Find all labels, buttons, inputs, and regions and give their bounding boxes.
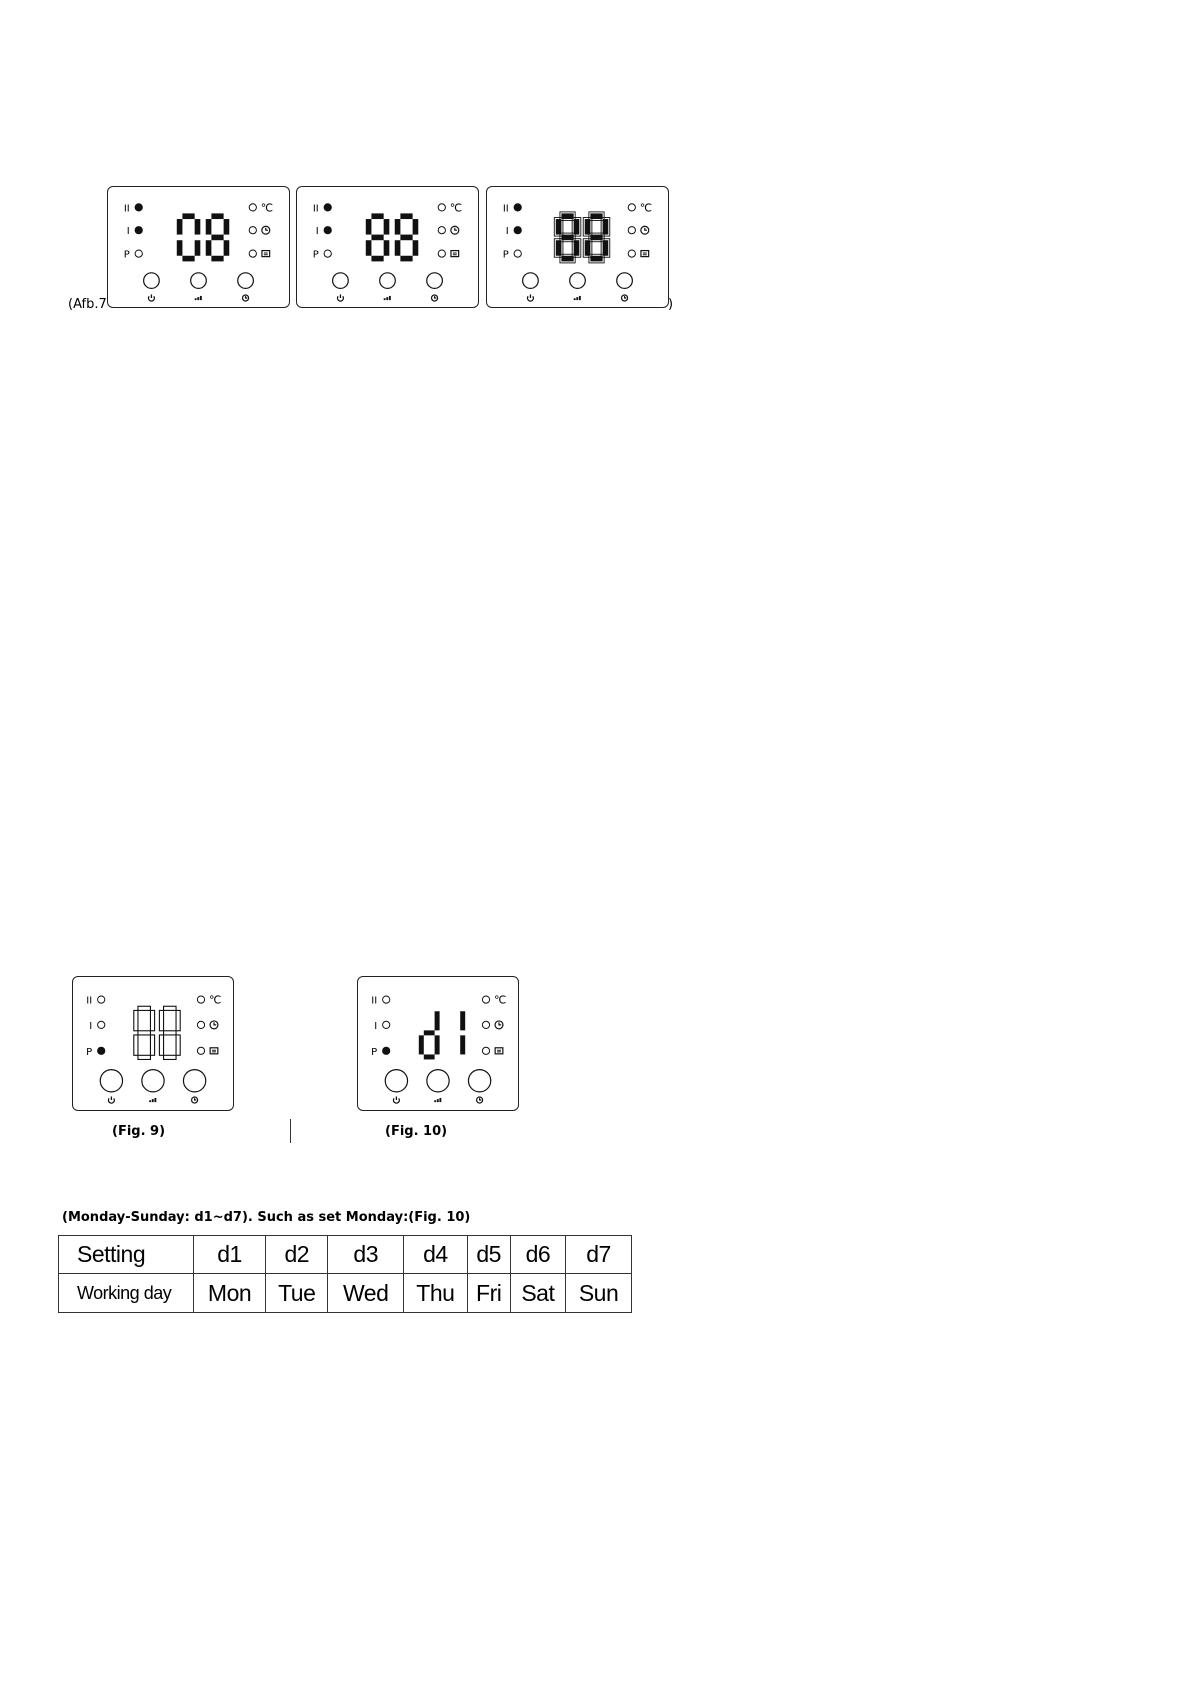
power-icon [338, 294, 344, 301]
panel-button-power [385, 1070, 407, 1092]
indicator-led-level2 [383, 996, 390, 1003]
indicator-led-clock-icon [438, 227, 445, 234]
panel-button-clock [183, 1070, 205, 1092]
indicator-led-level2 [324, 204, 331, 211]
calendar-icon [641, 251, 649, 257]
indicator-led-level2 [514, 204, 521, 211]
power-icon [108, 1096, 114, 1103]
seven-segment-digit [206, 213, 230, 261]
signal-bars-icon [195, 296, 202, 300]
day-setting-note: (Monday-Sunday: d1~d7). Such as set Monday:(Fig. 10) [62, 1210, 471, 1225]
indicator-led-calendar-icon [249, 250, 256, 257]
clock-icon [210, 1021, 218, 1029]
clock-icon [243, 295, 249, 301]
panel-button-signal-bars [142, 1070, 164, 1092]
indicator-led-celsius-unit [438, 204, 445, 211]
indicator-led-calendar-icon [197, 1047, 204, 1054]
indicator-led-program [135, 250, 142, 257]
calendar-icon [262, 251, 270, 257]
indicator-led-celsius-unit [628, 204, 635, 211]
calendar-icon [210, 1048, 218, 1054]
indicator-led-clock-icon [249, 227, 256, 234]
setting-cell-d7: d7 [566, 1236, 632, 1274]
seven-segment-digit [583, 212, 610, 263]
seven-segment-digit [419, 1011, 440, 1059]
panel-button-clock [238, 273, 254, 289]
celsius-icon: ℃ [209, 993, 222, 1007]
panel-button-signal-bars [191, 273, 207, 289]
indicator-led-level1 [135, 227, 142, 234]
indicator-label-level2: II [123, 203, 130, 215]
day-cell-fri: Fri [467, 1274, 510, 1313]
clock-icon [451, 226, 459, 234]
indicator-led-calendar-icon [482, 1047, 489, 1054]
seven-segment-digit [366, 213, 390, 261]
calendar-icon [495, 1048, 503, 1054]
fig10-panel [357, 976, 519, 1111]
celsius-icon: ℃ [260, 201, 274, 215]
panel-button-power [100, 1070, 122, 1092]
working-day-table [58, 1235, 632, 1313]
indicator-led-calendar-icon [628, 250, 635, 257]
panel-button-signal-bars [380, 273, 396, 289]
signal-bars-icon [149, 1098, 156, 1102]
panel-button-signal-bars [570, 273, 586, 289]
indicator-label-program: P [123, 249, 130, 261]
clock-icon [641, 226, 649, 234]
day-cell-tue: Tue [266, 1274, 328, 1313]
seven-segment-digit [395, 213, 419, 261]
indicator-label-program: P [371, 1046, 378, 1058]
afb7-caption-close: ) [668, 297, 674, 312]
celsius-icon: ℃ [494, 993, 507, 1007]
indicator-led-level1 [514, 227, 521, 234]
celsius-icon: ℃ [449, 201, 463, 215]
clock-icon [262, 226, 270, 234]
indicator-label-level2: II [502, 203, 509, 215]
afb7-panel-2 [296, 186, 479, 308]
indicator-label-level1: I [315, 226, 319, 238]
indicator-label-level1: I [126, 226, 130, 238]
afb7-caption-open: (Afb.7 [68, 297, 107, 312]
indicator-led-level1 [324, 227, 331, 234]
day-cell-thu: Thu [404, 1274, 468, 1313]
calendar-icon [451, 251, 459, 257]
indicator-led-clock-icon [197, 1021, 204, 1028]
row-header-setting: Setting [59, 1236, 194, 1274]
setting-cell-d2: d2 [266, 1236, 328, 1274]
day-cell-wed: Wed [328, 1274, 404, 1313]
seven-segment-digit [177, 213, 201, 261]
clock-icon [477, 1097, 483, 1103]
indicator-label-level2: II [371, 995, 378, 1007]
seven-segment-digit [134, 1006, 155, 1059]
power-icon [149, 294, 155, 301]
fig9-caption: (Fig. 9) [112, 1124, 166, 1139]
indicator-led-level2 [98, 996, 105, 1003]
power-icon [393, 1096, 399, 1103]
panel-button-power [144, 273, 160, 289]
indicator-led-celsius-unit [482, 996, 489, 1003]
setting-cell-d4: d4 [404, 1236, 468, 1274]
indicator-led-clock-icon [482, 1021, 489, 1028]
indicator-led-calendar-icon [438, 250, 445, 257]
indicator-led-level1 [98, 1021, 105, 1028]
clock-icon [192, 1097, 198, 1103]
indicator-led-program [98, 1047, 105, 1054]
indicator-led-level2 [135, 204, 142, 211]
day-cell-mon: Mon [194, 1274, 266, 1313]
panel-button-power [523, 273, 539, 289]
day-cell-sat: Sat [510, 1274, 565, 1313]
setting-cell-d1: d1 [194, 1236, 266, 1274]
seven-segment-digit [554, 212, 581, 263]
panel-button-signal-bars [427, 1070, 449, 1092]
seven-segment-digit [460, 1011, 465, 1054]
indicator-label-level2: II [312, 203, 319, 215]
signal-bars-icon [574, 296, 581, 300]
indicator-led-celsius-unit [249, 204, 256, 211]
indicator-led-clock-icon [628, 227, 635, 234]
setting-cell-d3: d3 [328, 1236, 404, 1274]
power-icon [528, 294, 534, 301]
indicator-label-level2: II [86, 995, 93, 1007]
indicator-led-program [324, 250, 331, 257]
setting-cell-d5: d5 [467, 1236, 510, 1274]
indicator-label-program: P [86, 1046, 93, 1058]
day-cell-sun: Sun [566, 1274, 632, 1313]
indicator-led-celsius-unit [197, 996, 204, 1003]
indicator-label-level1: I [505, 226, 509, 238]
clock-icon [495, 1021, 503, 1029]
row-header-working-day: Working day [59, 1274, 194, 1313]
indicator-led-level1 [383, 1021, 390, 1028]
table-row-working-day [59, 1274, 632, 1313]
indicator-label-level1: I [89, 1020, 93, 1032]
indicator-label-level1: I [374, 1020, 378, 1032]
panel-button-power [333, 273, 349, 289]
panel-button-clock [468, 1070, 490, 1092]
panel-button-clock [427, 273, 443, 289]
seven-segment-digit [159, 1006, 180, 1059]
indicator-led-program [383, 1047, 390, 1054]
clock-icon [622, 295, 628, 301]
indicator-label-program: P [312, 249, 319, 261]
afb7-panel-3 [486, 186, 669, 308]
signal-bars-icon [384, 296, 391, 300]
fig9-panel [72, 976, 234, 1111]
celsius-icon: ℃ [639, 201, 653, 215]
figure-divider [290, 1119, 291, 1143]
indicator-led-program [514, 250, 521, 257]
signal-bars-icon [434, 1098, 441, 1102]
fig10-caption: (Fig. 10) [385, 1124, 448, 1139]
afb7-panel-1 [107, 186, 290, 308]
indicator-label-program: P [502, 249, 509, 261]
setting-cell-d6: d6 [510, 1236, 565, 1274]
table-row-setting [59, 1236, 632, 1274]
clock-icon [432, 295, 438, 301]
panel-button-clock [617, 273, 633, 289]
